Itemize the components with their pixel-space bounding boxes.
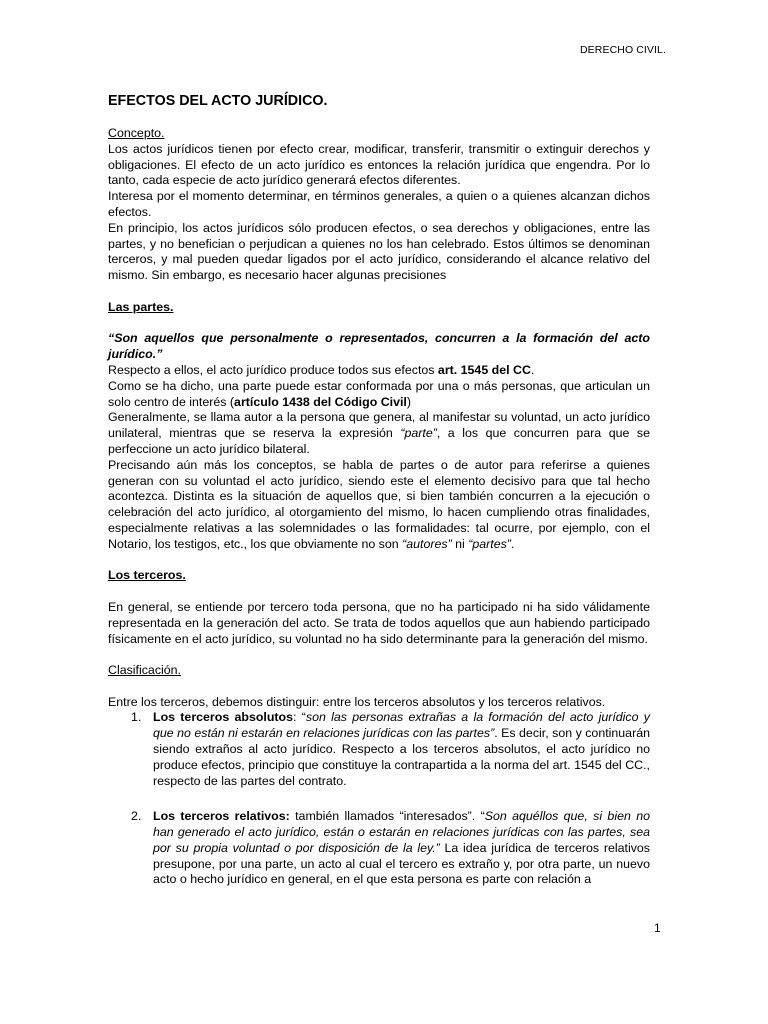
document-title: EFECTOS DEL ACTO JURÍDICO. <box>108 93 328 109</box>
page-number: 1 <box>654 921 661 935</box>
partes-heading: Las partes. <box>108 299 174 314</box>
concepto-paragraph-2: Interesa por el momento determinar, en términos generales, a quien o a quienes alcanzan dichos efectos. <box>108 189 650 219</box>
terceros-heading: Los terceros. <box>108 568 186 583</box>
clasificacion-heading: Clasificación. <box>108 663 181 678</box>
partes-paragraph-1: Respecto a ellos, el acto jurídico produce todos sus efectos art. 1545 del CC. <box>108 362 535 377</box>
partes-definition-quote: “Son aquellos que personalmente o representados, concurren a la formación del acto jurídico.” <box>108 331 650 362</box>
list-item: 1. Los terceros absolutos: “son las personas extrañas a la formación del acto jurídico y que no están ni estarán en relaciones jurídicas con las partes”. Es decir, son y continuarán siendo extraños al acto jurídico. Respecto a los terceros absolutos, el acto jurídico no produce efectos, principio que constituye la contrapartida a la norma del art. 1545 del CC., respecto de las partes del contrato. <box>131 710 650 788</box>
terceros-paragraph-1: En general, se entiende por tercero toda persona, que no ha participado ni ha sido válidamente representada en la generación del acto. Se trata de todos aquellos que aun habiendo participado físicamente en el acto jurídico, su voluntad no ha sido determinante para la generación del mismo. <box>108 599 650 646</box>
running-header: DERECHO CIVIL. <box>580 44 666 56</box>
concepto-paragraph-3: En principio, los actos jurídicos sólo producen efectos, o sea derechos y obligaciones, entre las partes, y no benefician o perjudican a quienes no los han celebrado. Estos últimos se denominan terceros, y mal pueden quedar ligados por el acto jurídico, considerando el alcance relativo del mismo. Sin embargo, es necesario hacer algunas precisiones <box>108 220 650 283</box>
clasificacion-intro: Entre los terceros, debemos distinguir: entre los terceros absolutos y los terceros relativos. <box>108 694 606 709</box>
list-item: 2. Los terceros relativos: también llamados “interesados”. “Son aquéllos que, si bien no han generado el acto jurídico, están o estarán en relaciones jurídicas con las partes, sea por su propia voluntad o por disposición de la ley.” La idea jurídica de terceros relativos presupone, por una parte, un acto al cual el tercero es extraño y, por otra parte, un nuevo acto o hecho jurídico en general, en el que esta persona es parte con relación a <box>131 809 650 887</box>
terceros-list <box>108 710 650 888</box>
concepto-paragraph-1: Los actos jurídicos tienen por efecto crear, modificar, transferir, transmitir o extinguir derechos y obligaciones. El efecto de un acto jurídico es entonces la relación jurídica que engendra. Por lo tanto, cada especie de acto jurídico generará efectos diferentes. <box>108 141 650 188</box>
document-body <box>108 92 650 888</box>
partes-paragraph-2: Como se ha dicho, una parte puede estar conformada por una o más personas, que articulan un solo centro de interés (artículo 1438 del Código Civil) <box>108 378 650 409</box>
concepto-heading: Concepto. <box>108 126 165 140</box>
partes-paragraph-4: Precisando aún más los conceptos, se habla de partes o de autor para referirse a quienes generan con su voluntad el acto jurídico, siendo este el elemento decisivo para que tal hecho acontezca. Distinta es la situación de aquellos que, si bien también concurren a la ejecución o celebración del acto jurídico, al otorgamiento del mismo, lo hacen cumpliendo otras finalidades, especialmente relativas a las solemnidades o las formalidades: tal ocurre, por ejemplo, con el Notario, los testigos, etc., los que obviamente no son “autores” ni “partes”. <box>108 457 650 551</box>
partes-paragraph-3: Generalmente, se llama autor a la persona que genera, al manifestar su voluntad, un acto jurídico unilateral, mientras que se reserva la expresión “parte”, a los que concurren para que se perfeccione un acto jurídico bilateral. <box>108 410 650 456</box>
